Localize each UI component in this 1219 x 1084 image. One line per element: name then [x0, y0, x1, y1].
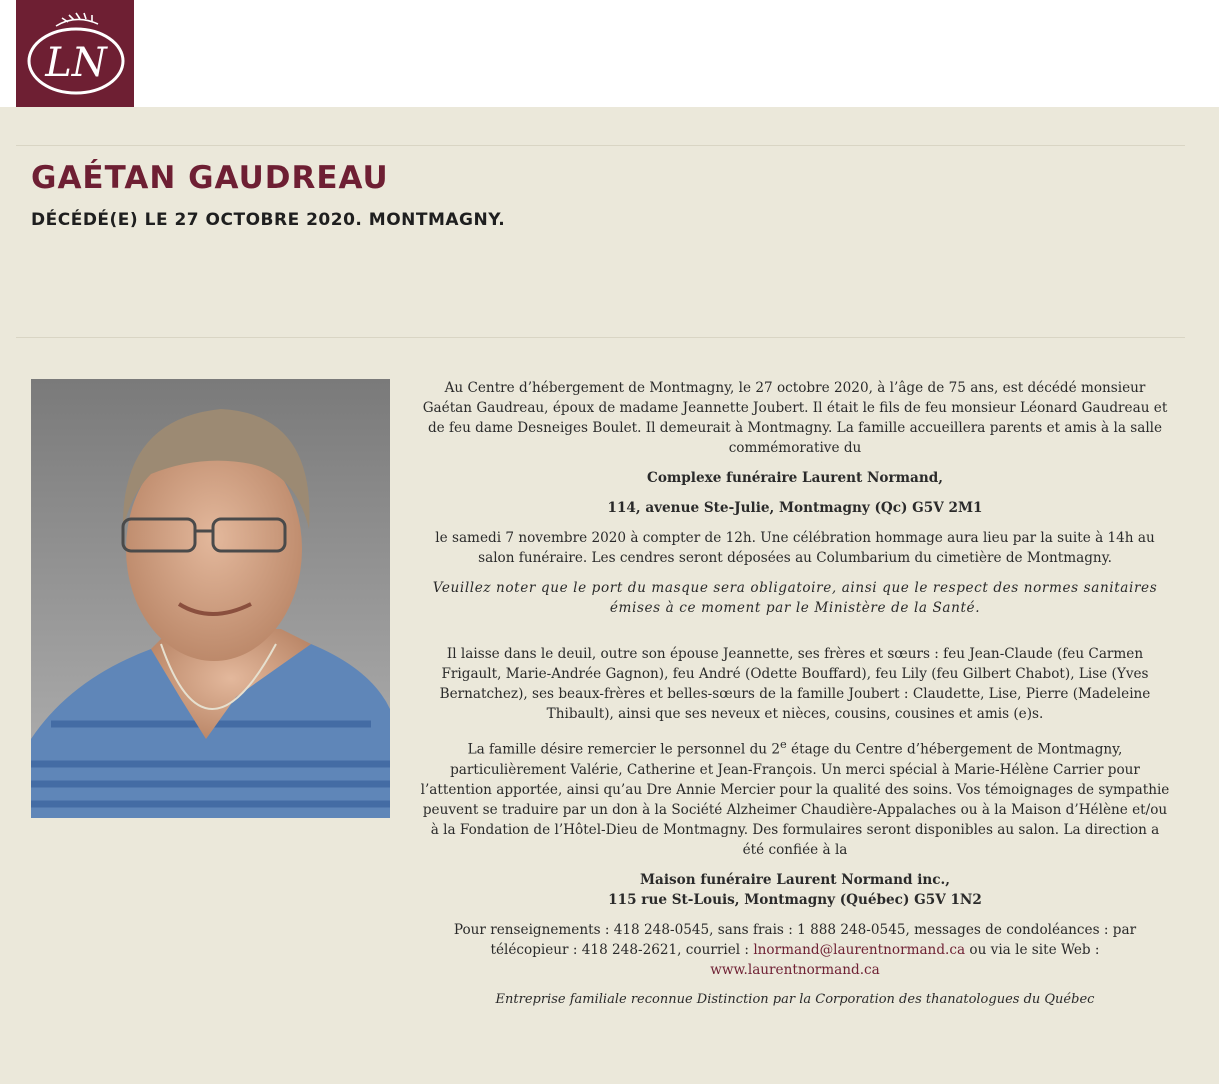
funeral-home-name: Maison funéraire Laurent Normand inc.,	[639, 871, 950, 888]
thanks-text-1: La famille désire remercier le personnel du 2	[467, 741, 781, 758]
funeral-home-address: 115 rue St-Louis, Montmagny (Québec) G5V 1N2	[608, 891, 982, 908]
divider-bottom	[16, 337, 1185, 338]
website-link[interactable]: www.laurentnormand.ca	[710, 961, 880, 978]
divider-top	[16, 145, 1185, 146]
obituary-paragraph-family: Il laisse dans le deuil, outre son épouse Jeannette, ses frères et sœurs : feu Jean-Claude (feu Carmen Frigault, Marie-Andrée Gagnon), feu André (Odette Bouffard), feu Lily (feu Gilbert Chabot), Lise (Yves Bernatchez), ses beaux-frères et belles-sœurs de la famille Joubert : Claudette, Lise, Pierre (Madeleine Thibault), ainsi que ses neveux et nièces, cousins, cousines et amis (e)s.	[439, 646, 1151, 722]
distinction-footnote: Entreprise familiale reconnue Distinction par la Corporation des thanatologues du Québec	[495, 991, 1095, 1007]
funeral-home-block	[420, 870, 1170, 910]
svg-text:LN: LN	[45, 40, 107, 86]
contact-text: Pour renseignements : 418 248-0545, sans frais : 1 888 248-0545, messages de condoléances : par télécopieur : 418 248-2621, courriel :	[453, 921, 1137, 958]
obituary-paragraph-thanks	[420, 734, 1170, 860]
contact-info	[420, 920, 1170, 980]
mask-notice: Veuillez noter que le port du masque sera obligatoire, ainsi que le respect des normes sanitaires émises à ce moment par le Ministère de la Santé.	[432, 580, 1158, 616]
obituary-paragraph-intro: Au Centre d’hébergement de Montmagny, le 27 octobre 2020, à l’âge de 75 ans, est décédé monsieur Gaétan Gaudreau, époux de madame Jeannette Joubert. Il était le fils de feu monsieur Léonard Gaudreau et de feu dame Desneiges Boulet. Il demeurait à Montmagny. La famille accueillera parents et amis à la salle commémorative du	[422, 380, 1168, 456]
thanks-superscript: e	[780, 737, 787, 751]
thanks-text-2: étage du Centre d’hébergement de Montmagny, particulièrement Valérie, Catherine et Jean-François. Un merci spécial à Marie-Hélène Carrier pour l’attention apportée, ainsi qu’au Dre Annie Mercier pour la qualité des soins. Vos témoignages de sympathie peuvent se traduire par un don à la Société Alzheimer Chaudière-Appalaches ou à la Maison d’Hélène et/ou à la Fondation de l’Hôtel-Dieu de Montmagny. Des formulaires seront disponibles au salon. La direction a été confiée à la	[420, 741, 1170, 858]
death-date-subtitle: DÉCÉDÉ(E) LE 27 OCTOBRE 2020. MONTMAGNY.	[31, 210, 506, 230]
portrait-photo	[31, 379, 390, 818]
venue-name: Complexe funéraire Laurent Normand,	[647, 470, 943, 486]
obituary-text	[420, 378, 1170, 1020]
deceased-name: GAÉTAN GAUDREAU	[31, 160, 389, 196]
obituary-paragraph-service: le samedi 7 novembre 2020 à compter de 12h. Une célébration hommage aura lieu par la suite à 14h au salon funéraire. Les cendres seront déposées au Columbarium du cimetière de Montmagny.	[435, 530, 1155, 566]
venue-address: 114, avenue Ste-Julie, Montmagny (Qc) G5V 2M1	[607, 500, 983, 516]
laurent-normand-logo[interactable]	[16, 0, 134, 107]
logo-icon	[16, 0, 134, 107]
email-link[interactable]: lnormand@laurentnormand.ca	[753, 941, 966, 958]
site-header	[0, 0, 1219, 107]
contact-mid-text: ou via le site Web :	[965, 941, 1100, 958]
